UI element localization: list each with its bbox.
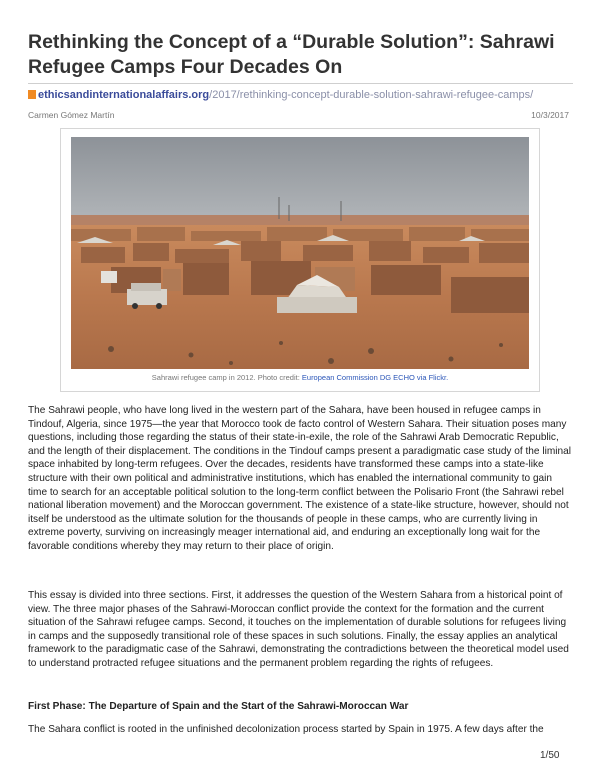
source-path[interactable]: /2017/rethinking-concept-durable-solution-sahrawi-refugee-camps/	[209, 89, 534, 101]
paragraph-3: The Sahara conflict is rooted in the unfinished decolonization process started by Spain in 1975. A few days after the	[28, 724, 544, 735]
source-url[interactable]	[28, 83, 573, 101]
author: Carmen Gómez Martín	[28, 110, 115, 120]
caption-link[interactable]: European Commission DG ECHO via Flickr.	[301, 373, 449, 382]
source-domain[interactable]: ethicsandinternationalaffairs.org	[38, 89, 210, 101]
article-title: Rethinking the Concept of a “Durable Solution”: Sahrawi Refugee Camps Four Decades On	[28, 31, 555, 78]
page-number: 1/50	[540, 750, 560, 761]
caption-text: Sahrawi refugee camp in 2012. Photo credit:	[151, 373, 302, 382]
section-heading: First Phase: The Departure of Spain and the Start of the Sahrawi-Moroccan War	[28, 701, 409, 712]
refugee-camp-photo	[71, 137, 529, 369]
paragraph-2: This essay is divided into three sections. First, it addresses the question of the Western Sahara from a historical point of view. The three major phases of the Sahrawi-Moroccan conflict provide the context for the formation and the current situation of the Sahrawi refugee camps. Second, it touches on the implementation of durable solutions for refugees living in camps and the supposedly transitional role of these spaces in such solutions. Finally, the essay applies an analytical framework to the paradigmatic case of the Sahrawi, demonstrating the contradictions between the theoretical model used to understand protracted refugee situations and the permanent problem regarding the rights of refugees.	[28, 590, 569, 669]
rss-icon	[28, 90, 36, 99]
date: 10/3/2017	[531, 110, 569, 120]
paragraph-1: The Sahrawi people, who have long lived in the western part of the Sahara, have been housed in refugee camps in Tindouf, Algeria, since 1975—the year that Morocco took de facto control of Western Sahara. Their situation poses many questions, including those regarding the status of their state-in-exile, the role of the Sahrawi Arab Democratic Republic, and the length of their displacement. The conditions in the Tindouf camps present a paradigmatic case study of the liminal space inhabited by long-term refugees. Over the decades, residents have transformed these camps into a state-like structure with their own political and administrative institutions, which has enabled the international community to gain time to search for an acceptable political solution to the long-term conflict between the Polisario Front (the Sahrawi rebel national liberation movement) and the Moroccan government. The existence of a state-like structure, however, should not itself be understood as the ultimate solution for the thousands of people in these camps, who are currently living in extreme poverty, surviving on increasingly meager international aid, and enduring an exceptionally long wait for the favorable conditions whereby they may return to their place of origin.	[28, 405, 571, 552]
figure	[60, 128, 540, 392]
figure-caption	[61, 373, 539, 382]
article-meta	[28, 110, 569, 120]
